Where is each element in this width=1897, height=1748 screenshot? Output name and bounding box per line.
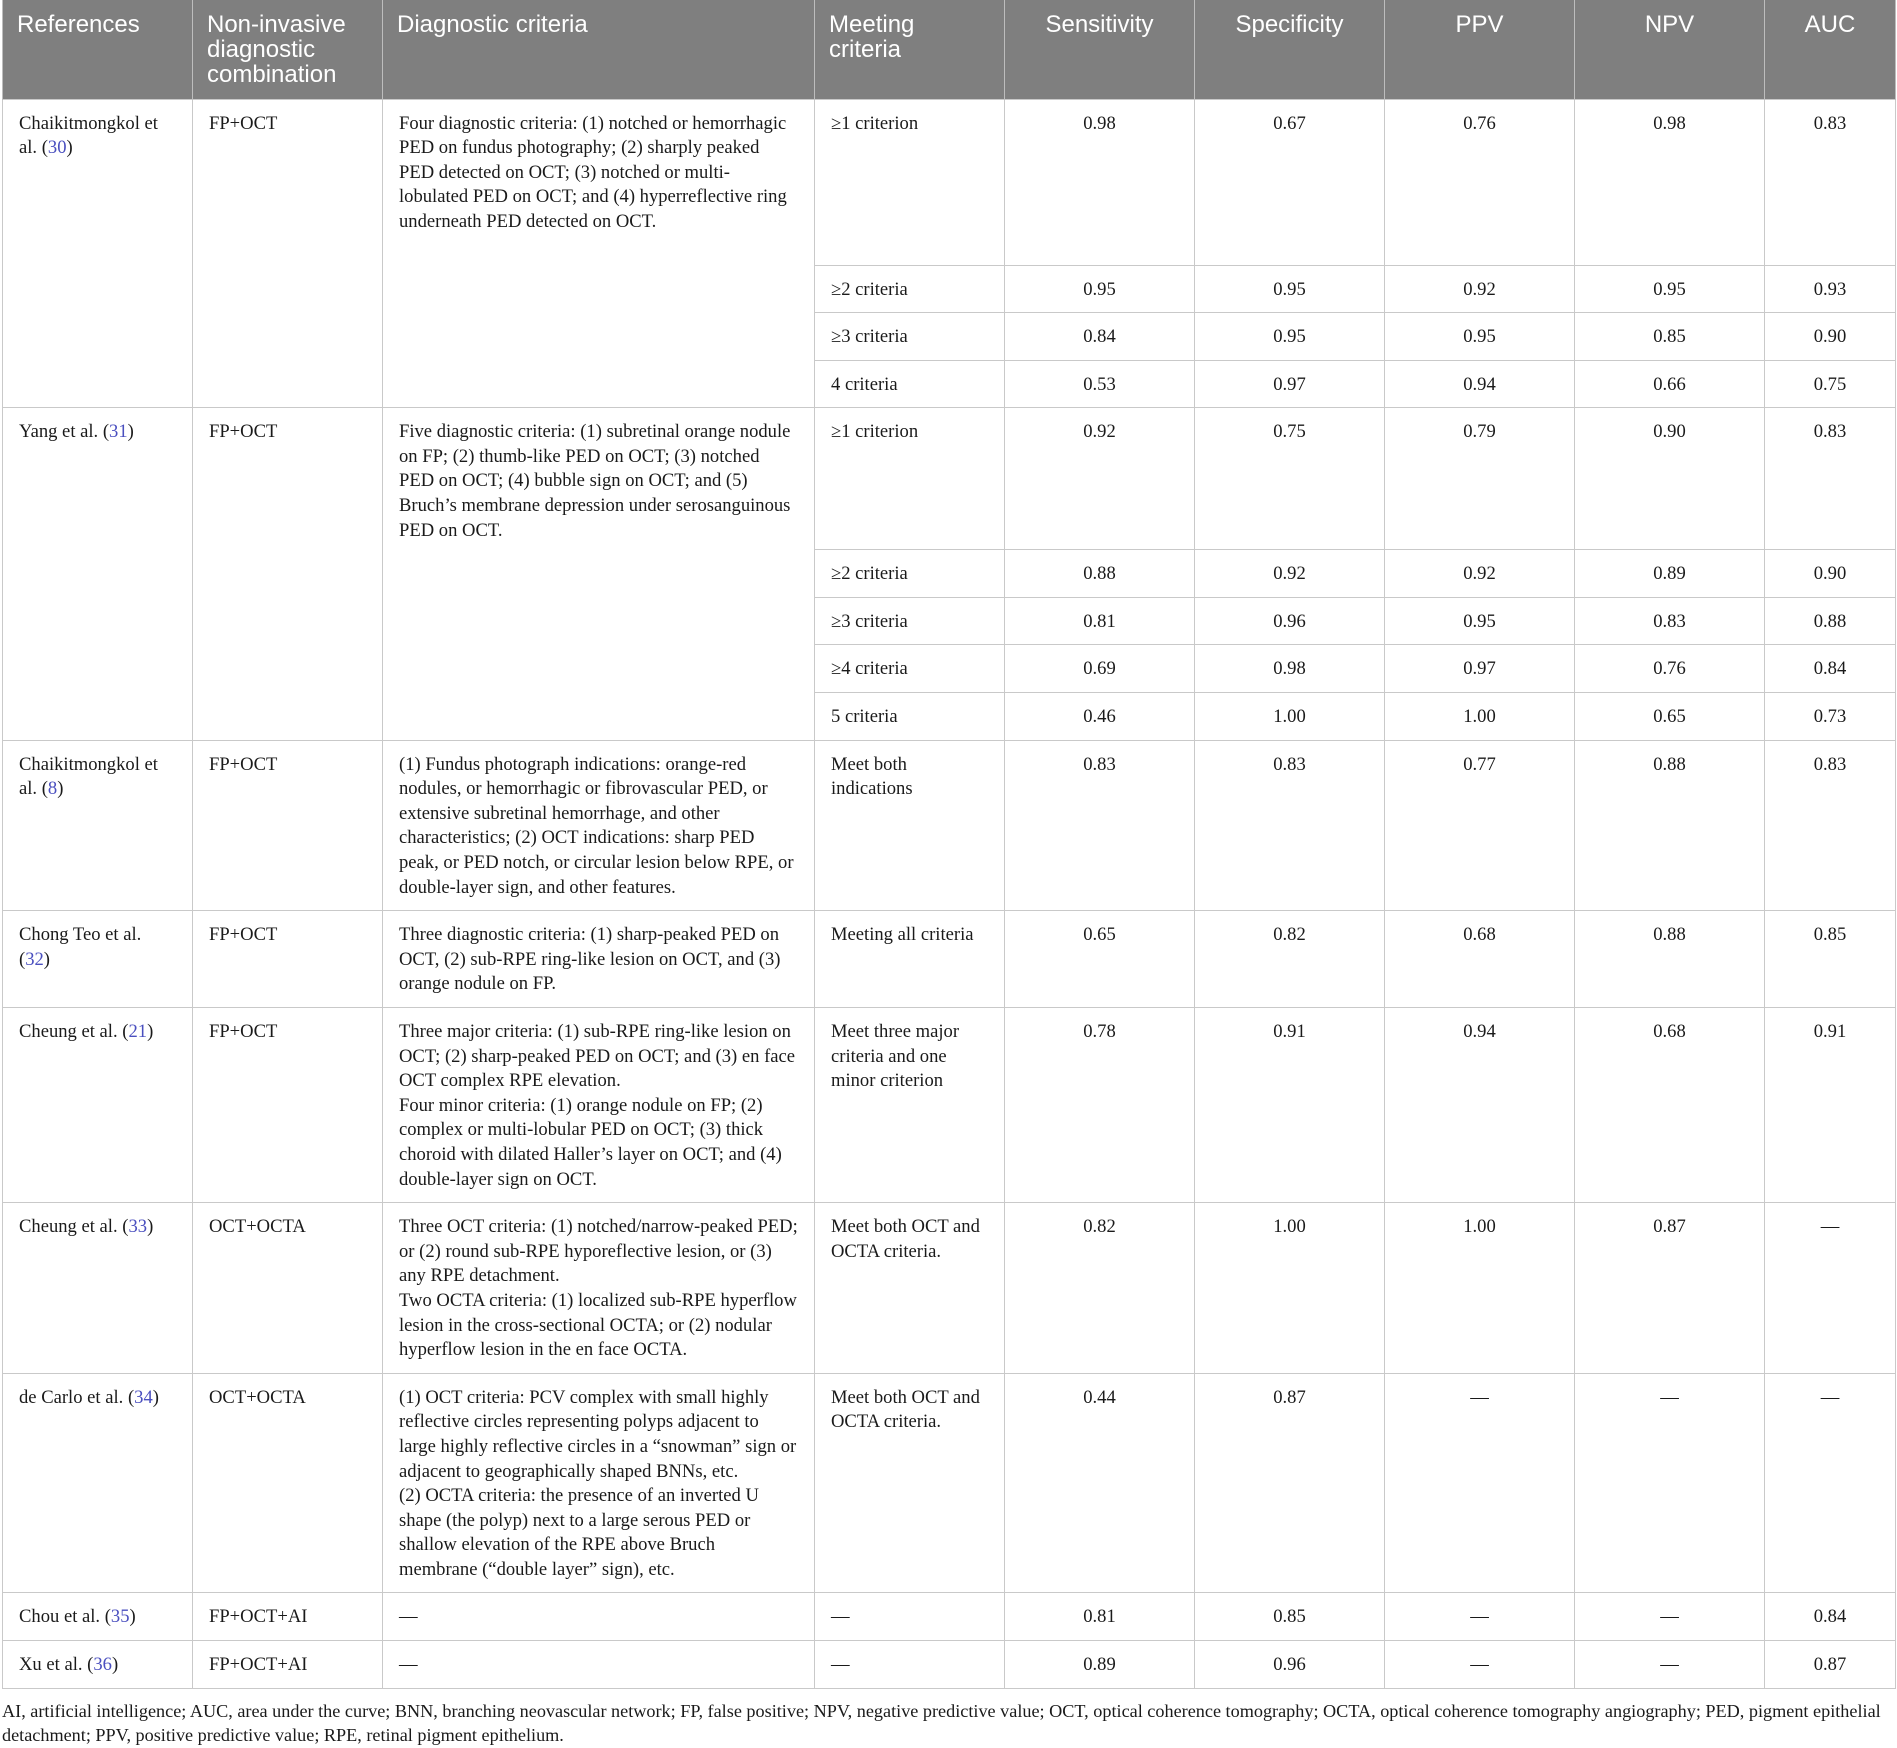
header-combination: Non-invasive diagnostic combination <box>193 0 383 99</box>
ppv-cell: 0.97 <box>1385 645 1575 693</box>
table-row <box>3 1373 1896 1593</box>
combination-cell: OCT+OCTA <box>193 1373 383 1593</box>
header-sensitivity: Sensitivity <box>1005 0 1195 99</box>
meeting-cell: ≥3 criteria <box>815 313 1005 361</box>
reference-author: Xu et al. ( <box>19 1654 94 1676</box>
criteria-minor: Four minor criteria: (1) orange nodule on FP; (2) complex or multi-lobular PED on OCT; (3) thick choroid with dilated Haller’s layer on OCT; and (4) double-layer sign on OCT. <box>399 1094 782 1190</box>
reference-cell <box>3 1641 193 1689</box>
specificity-cell: 0.83 <box>1195 740 1385 911</box>
reference-cell <box>3 1593 193 1641</box>
reference-close: ) <box>147 1021 154 1042</box>
auc-cell: 0.88 <box>1765 597 1896 645</box>
auc-cell: — <box>1765 1203 1896 1374</box>
npv-cell: 0.98 <box>1575 99 1765 265</box>
reference-cell <box>3 911 193 1008</box>
npv-cell: — <box>1575 1593 1765 1641</box>
reference-cell <box>3 99 193 408</box>
reference-author: Chaikitmongkol et al. ( <box>19 753 158 800</box>
specificity-cell: 0.87 <box>1195 1373 1385 1593</box>
ppv-cell: 0.92 <box>1385 550 1575 598</box>
reference-link[interactable]: 35 <box>110 1606 130 1628</box>
reference-link[interactable]: 30 <box>47 137 67 159</box>
sensitivity-cell: 0.53 <box>1005 360 1195 408</box>
auc-cell: 0.90 <box>1765 313 1896 361</box>
meeting-cell: — <box>815 1593 1005 1641</box>
specificity-cell: 0.97 <box>1195 360 1385 408</box>
criteria-cell: (1) Fundus photograph indications: orange-red nodules, or hemorrhagic or fibrovascular PED, or extensive subretinal hemorrhage, and other characteristics; (2) OCT indications: sharp PED peak, or PED notch, or circular lesion below RPE, or double-layer sign, and other features. <box>383 740 815 911</box>
reference-author: Cheung et al. ( <box>19 1216 129 1238</box>
table-container <box>2 0 1895 1748</box>
ppv-cell: — <box>1385 1373 1575 1593</box>
diagnostic-criteria-table <box>2 0 1896 1689</box>
reference-close: ) <box>147 1216 154 1238</box>
table-row <box>3 1641 1896 1689</box>
sensitivity-cell: 0.88 <box>1005 550 1195 598</box>
sensitivity-cell: 0.44 <box>1005 1373 1195 1593</box>
ppv-cell: 0.94 <box>1385 360 1575 408</box>
specificity-cell: 0.96 <box>1195 1641 1385 1689</box>
criteria-octa: Two OCTA criteria: (1) localized sub-RPE hyperflow lesion in the cross-sectional OCTA; or (2) nodular hyperflow lesion in the en face OCTA. <box>399 1289 797 1361</box>
specificity-cell: 0.75 <box>1195 408 1385 550</box>
reference-close: ) <box>129 1606 136 1628</box>
npv-cell: 0.88 <box>1575 740 1765 911</box>
sensitivity-cell: 0.84 <box>1005 313 1195 361</box>
reference-cell <box>3 1008 193 1203</box>
specificity-cell: 0.91 <box>1195 1008 1385 1203</box>
header-npv: NPV <box>1575 0 1765 99</box>
sensitivity-cell: 0.78 <box>1005 1008 1195 1203</box>
reference-close: ) <box>43 948 50 970</box>
meeting-cell: ≥2 criteria <box>815 265 1005 313</box>
auc-cell: 0.85 <box>1765 911 1896 1008</box>
header-auc: AUC <box>1765 0 1896 99</box>
combination-cell: FP+OCT <box>193 99 383 408</box>
auc-cell: 0.73 <box>1765 693 1896 741</box>
header-row <box>3 0 1896 99</box>
meeting-cell: 5 criteria <box>815 693 1005 741</box>
header-ppv: PPV <box>1385 0 1575 99</box>
reference-close: ) <box>127 421 134 443</box>
table-row <box>3 99 1896 265</box>
npv-cell: 0.85 <box>1575 313 1765 361</box>
reference-close: ) <box>66 137 73 159</box>
combination-cell: FP+OCT+AI <box>193 1641 383 1689</box>
reference-link[interactable]: 21 <box>128 1021 148 1042</box>
npv-cell: 0.65 <box>1575 693 1765 741</box>
npv-cell: — <box>1575 1641 1765 1689</box>
npv-cell: 0.87 <box>1575 1203 1765 1374</box>
auc-cell: 0.83 <box>1765 99 1896 265</box>
meeting-cell: Meet both OCT and OCTA criteria. <box>815 1203 1005 1374</box>
sensitivity-cell: 0.69 <box>1005 645 1195 693</box>
reference-link[interactable]: 32 <box>25 948 44 970</box>
auc-cell: 0.84 <box>1765 1593 1896 1641</box>
reference-close: ) <box>57 778 64 800</box>
criteria-cell: Five diagnostic criteria: (1) subretinal orange nodule on FP; (2) thumb-like PED on OCT; (3) notched PED on OCT; (4) bubble sign on OCT; and (5) Bruch’s membrane depression under serosanguinous PED on OCT. <box>383 408 815 740</box>
criteria-cell <box>383 1203 815 1374</box>
reference-cell <box>3 1203 193 1374</box>
reference-cell <box>3 740 193 911</box>
table-row <box>3 740 1896 911</box>
table-footnote: AI, artificial intelligence; AUC, area under the curve; BNN, branching neovascular network; FP, false positive; NPV, negative predictive value; OCT, optical coherence tomography; OCTA, optical coherence tomography angiography; PED, pigment epithelial detachment; PPV, positive predictive value; RPE, retinal pigment epithelium. <box>2 1700 1881 1746</box>
specificity-cell: 0.85 <box>1195 1593 1385 1641</box>
meeting-cell: ≥2 criteria <box>815 550 1005 598</box>
specificity-cell: 0.95 <box>1195 313 1385 361</box>
reference-close: ) <box>111 1654 119 1676</box>
reference-cell <box>3 1373 193 1593</box>
specificity-cell: 1.00 <box>1195 1203 1385 1374</box>
reference-close: ) <box>152 1386 159 1408</box>
sensitivity-cell: 0.95 <box>1005 265 1195 313</box>
auc-cell: 0.84 <box>1765 645 1896 693</box>
reference-author: Cheung et al. ( <box>19 1021 129 1042</box>
meeting-cell: 4 criteria <box>815 360 1005 408</box>
npv-cell: 0.68 <box>1575 1008 1765 1203</box>
criteria-oct: (1) OCT criteria: PCV complex with small highly reflective circles representing polyps adjacent to large highly reflective circles in a “snowman” sign or adjacent to geographically shaped BNNs, etc. <box>399 1386 797 1482</box>
meeting-cell: Meet both indications <box>815 740 1005 911</box>
npv-cell: 0.90 <box>1575 408 1765 550</box>
reference-link[interactable]: 36 <box>93 1654 112 1676</box>
combination-cell: FP+OCT <box>193 408 383 740</box>
combination-cell: OCT+OCTA <box>193 1203 383 1374</box>
npv-cell: 0.89 <box>1575 550 1765 598</box>
meeting-cell: — <box>815 1641 1005 1689</box>
sensitivity-cell: 0.81 <box>1005 1593 1195 1641</box>
criteria-major: Three major criteria: (1) sub-RPE ring-like lesion on OCT; (2) sharp-peaked PED on OCT; and (3) en face OCT complex RPE elevation. <box>399 1021 796 1092</box>
ppv-cell: 1.00 <box>1385 1203 1575 1374</box>
sensitivity-cell: 0.98 <box>1005 99 1195 265</box>
sensitivity-cell: 0.82 <box>1005 1203 1195 1374</box>
sensitivity-cell: 0.81 <box>1005 597 1195 645</box>
auc-cell: — <box>1765 1373 1896 1593</box>
sensitivity-cell: 0.46 <box>1005 693 1195 741</box>
combination-cell: FP+OCT <box>193 740 383 911</box>
meeting-cell: ≥1 criterion <box>815 99 1005 265</box>
criteria-oct: Three OCT criteria: (1) notched/narrow-peaked PED; or (2) round sub-RPE hyporeflective lesion, or (3) any RPE detachment. <box>399 1216 798 1287</box>
ppv-cell: 0.79 <box>1385 408 1575 550</box>
table-row <box>3 408 1896 550</box>
sensitivity-cell: 0.83 <box>1005 740 1195 911</box>
ppv-cell: 0.92 <box>1385 265 1575 313</box>
reference-author: Yang et al. ( <box>19 421 110 443</box>
table-row <box>3 1203 1896 1374</box>
auc-cell: 0.91 <box>1765 1008 1896 1203</box>
auc-cell: 0.83 <box>1765 740 1896 911</box>
criteria-cell <box>383 1008 815 1203</box>
ppv-cell: — <box>1385 1641 1575 1689</box>
specificity-cell: 0.98 <box>1195 645 1385 693</box>
npv-cell: 0.95 <box>1575 265 1765 313</box>
table-row <box>3 1008 1896 1203</box>
reference-author: de Carlo et al. ( <box>19 1386 135 1408</box>
meeting-cell: ≥1 criterion <box>815 408 1005 550</box>
auc-cell: 0.87 <box>1765 1641 1896 1689</box>
specificity-cell: 0.67 <box>1195 99 1385 265</box>
sensitivity-cell: 0.92 <box>1005 408 1195 550</box>
meeting-cell: ≥3 criteria <box>815 597 1005 645</box>
reference-author: Chou et al. ( <box>19 1606 111 1628</box>
reference-cell <box>3 408 193 740</box>
ppv-cell: — <box>1385 1593 1575 1641</box>
reference-author: Chong Teo et al. ( <box>19 924 142 970</box>
reference-link[interactable]: 34 <box>134 1386 153 1408</box>
meeting-cell: Meet three major criteria and one minor criterion <box>815 1008 1005 1203</box>
reference-author: Chaikitmongkol et al. ( <box>19 112 158 159</box>
specificity-cell: 0.96 <box>1195 597 1385 645</box>
npv-cell: 0.83 <box>1575 597 1765 645</box>
meeting-cell: ≥4 criteria <box>815 645 1005 693</box>
meeting-cell: Meeting all criteria <box>815 911 1005 1008</box>
npv-cell: 0.88 <box>1575 911 1765 1008</box>
criteria-octa: (2) OCTA criteria: the presence of an inverted U shape (the polyp) next to a large serous PED or shallow elevation of the RPE above Bruch membrane (“double layer” sign), etc. <box>399 1485 759 1580</box>
ppv-cell: 1.00 <box>1385 693 1575 741</box>
specificity-cell: 0.92 <box>1195 550 1385 598</box>
ppv-cell: 0.68 <box>1385 911 1575 1008</box>
header-specificity: Specificity <box>1195 0 1385 99</box>
sensitivity-cell: 0.89 <box>1005 1641 1195 1689</box>
header-criteria: Diagnostic criteria <box>383 0 815 99</box>
specificity-cell: 1.00 <box>1195 693 1385 741</box>
table-row <box>3 911 1896 1008</box>
ppv-cell: 0.77 <box>1385 740 1575 911</box>
specificity-cell: 0.95 <box>1195 265 1385 313</box>
criteria-cell: — <box>383 1641 815 1689</box>
ppv-cell: 0.94 <box>1385 1008 1575 1203</box>
ppv-cell: 0.95 <box>1385 597 1575 645</box>
reference-link[interactable]: 31 <box>109 421 128 443</box>
ppv-cell: 0.95 <box>1385 313 1575 361</box>
header-references: References <box>3 0 193 99</box>
auc-cell: 0.90 <box>1765 550 1896 598</box>
reference-link[interactable]: 8 <box>47 778 58 800</box>
meeting-cell: Meet both OCT and OCTA criteria. <box>815 1373 1005 1593</box>
auc-cell: 0.75 <box>1765 360 1896 408</box>
combination-cell: FP+OCT <box>193 1008 383 1203</box>
table-row <box>3 1593 1896 1641</box>
specificity-cell: 0.82 <box>1195 911 1385 1008</box>
criteria-cell: — <box>383 1593 815 1641</box>
npv-cell: — <box>1575 1373 1765 1593</box>
criteria-cell: Four diagnostic criteria: (1) notched or hemorrhagic PED on fundus photography; (2) sharply peaked PED detected on OCT; (3) notched or multi-lobulated PED on OCT; and (4) hyperreflective ring underneath PED detected on OCT. <box>383 99 815 408</box>
auc-cell: 0.93 <box>1765 265 1896 313</box>
combination-cell: FP+OCT+AI <box>193 1593 383 1641</box>
auc-cell: 0.83 <box>1765 408 1896 550</box>
criteria-cell <box>383 1373 815 1593</box>
criteria-cell: Three diagnostic criteria: (1) sharp-peaked PED on OCT, (2) sub-RPE ring-like lesion on OCT, and (3) orange nodule on FP. <box>383 911 815 1008</box>
npv-cell: 0.76 <box>1575 645 1765 693</box>
npv-cell: 0.66 <box>1575 360 1765 408</box>
ppv-cell: 0.76 <box>1385 99 1575 265</box>
header-meeting: Meeting criteria <box>815 0 1005 99</box>
combination-cell: FP+OCT <box>193 911 383 1008</box>
sensitivity-cell: 0.65 <box>1005 911 1195 1008</box>
reference-link[interactable]: 33 <box>128 1216 148 1238</box>
